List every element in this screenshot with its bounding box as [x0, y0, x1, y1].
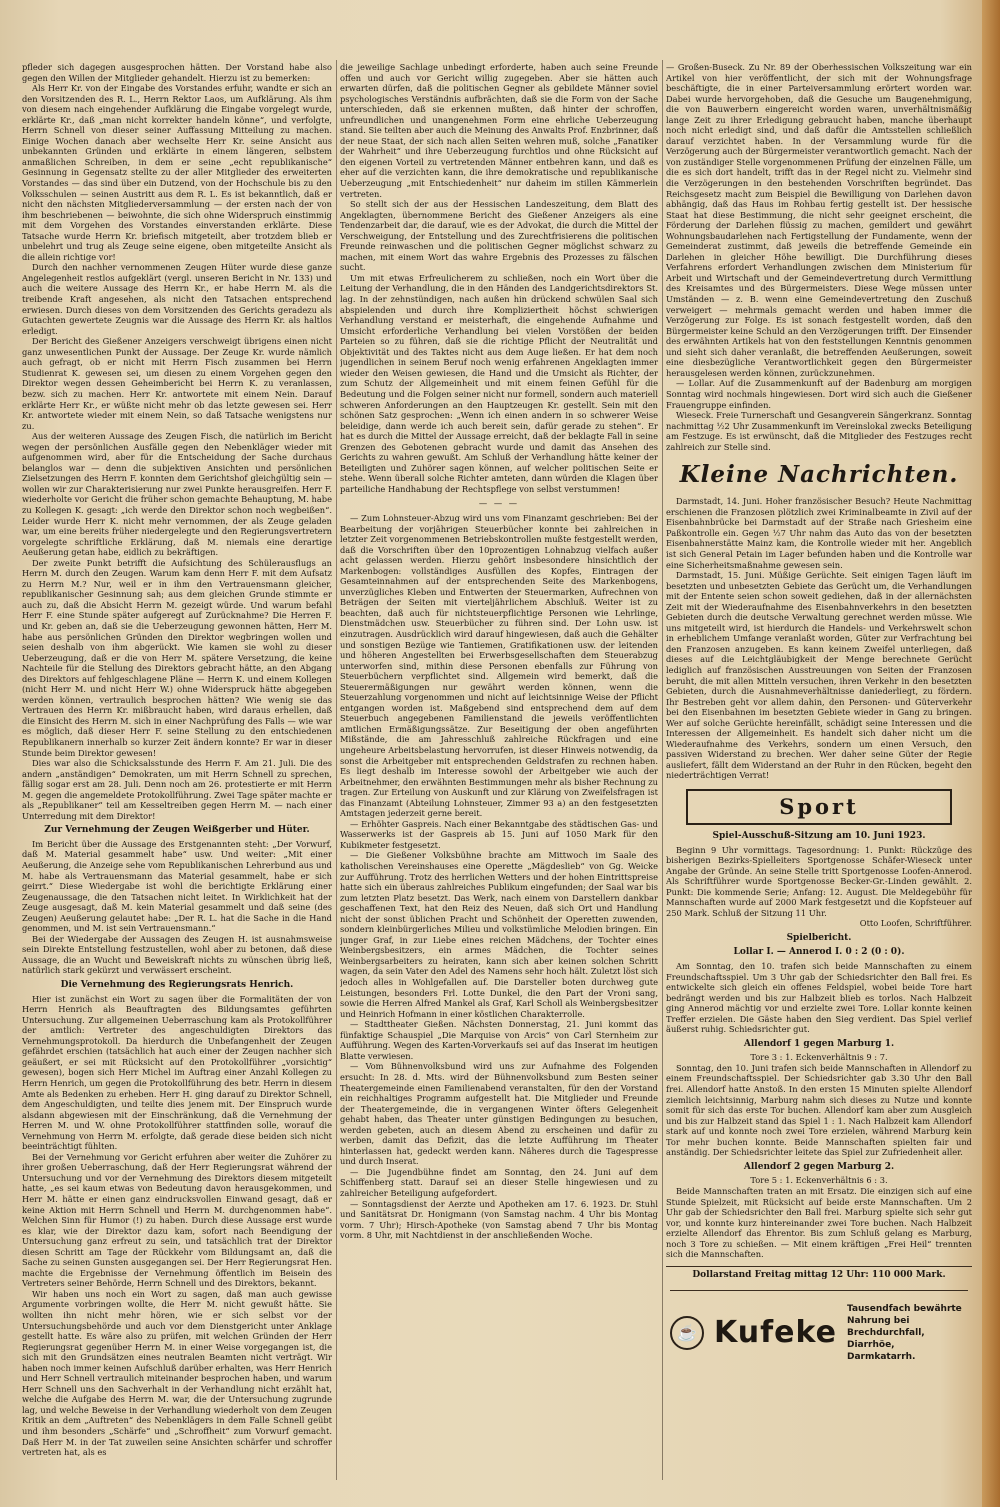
game-text: Sonntag, den 10. Juni trafen sich beide Mannschaften in Allendorf zu einem Freundschaftsspiel. Der Schiedsrichter gab 3.30 Uhr den Ball frei. Allendorf hatte Anstoß. In den ersten 15 Minuten spielte Allendorf ziemlich leichtsinnig, Marburg nahm sich dieses zu Nutze und konnte somit für sich das erste Tor buchen. Allendorf kam aber zum Ausgleich und bis zur Halbzeit stand das Spiel 1 : 1. Nach Halbzeit kam Allendorf stark auf und konnte noch zwei Tore erzielen, während Marburg kein Tor mehr buchen konnte. Beide Mannschaften spielten fair und anständig. Der Schiedsrichter leitete das Spiel zur Zufriedenheit aller. [666, 1062, 972, 1158]
section-heading: Die Vernehmung des Regierungsrats Henrich. [60, 980, 294, 991]
game-report-title: Spielbericht. [786, 932, 852, 943]
column-rule [662, 60, 663, 1480]
section-heading: Zur Vernehmung der Zeugen Weißgerber und Hüter. [44, 825, 310, 836]
game-score: Tore 5 : 1. Eckenverhältnis 6 : 3. [750, 1175, 888, 1186]
ad-copy [847, 1303, 962, 1363]
news-item: — Erhöhter Gaspreis. Nach einer Bekanntgabe des städtischen Gas- und Wasserwerks ist der Gaspreis ab 15. Juni auf 1050 Mark für den Kubikmeter festgesetzt. [340, 818, 658, 850]
news-item: — Vom Bühnenvolksbund wird uns zur Aufnahme des Folgenden ersucht: In 28. d. Mts. wird der Bühnenvolksbund zum Besten seiner Theatergemeinde einen Familienabend veranstalten, für den der Vorstand ein reichhaltiges Programm aufgestellt hat. Die Mitglieder und Freunde der Theatergemeinde, die in vergangenen Winter öfters Gelegenheit gehabt haben, das Theater unter günstigen Bedingungen zu besuchen, werden gebeten, auch an diesem Abend zu erscheinen und dafür zu werben, damit das Defizit, das die letzte Aufführung im Theater hinterlassen hat, gedeckt werden kann. Näheres durch die Tagespresse und durch Inserat. [340, 1061, 658, 1167]
paragraph: Dies war also die Schicksalsstunde des Herrn F. Am 21. Juli. Die des andern „anständigen“ Demokraten, um mit Herrn Schnell zu sprechen, fällig sogar erst am 28. Juli. Denn noch am 26. protestierte er mit Herrn M. gegen die angemeldete Protokollführung. Zwei Tage später machte er als „Republikaner“ teil am Kesseltreiben gegen Herrn M. — nach einer Unterredung mit dem Direktor! [22, 758, 332, 821]
ad-line: Tausendfach bewährte [846, 1304, 962, 1315]
dollar-rate: Dollarstand Freitag mittag 12 Uhr: 110 000 Mark. [666, 1266, 972, 1281]
news-item: — Sonntagsdienst der Aerzte und Apotheken am 17. 6. 1923. Dr. Stuhl und Sanitätsrat Dr. Honigmann (von Samstag nachm. 4 Uhr bis Montag vorm. 7 Uhr); Hirsch-Apotheke (von Samstag abend 7 Uhr bis Montag vorm. 8 Uhr, mit Nachtdienst in der anschließenden Woche. [340, 1198, 658, 1241]
ad-line: Darmkatarrh. [846, 1352, 916, 1363]
paragraph: Durch den nachher vernommenen Zeugen Hüter wurde diese ganze Angelegenheit restlos aufgeklärt (vergl. unseren Bericht in Nr. 133) und auch die weitere Aussage des Herrn Kr., er habe Herrn M. als die treibende Kraft angesehen, als nicht den Tatsachen entsprechend erwiesen. Durch dieses von dem Vorsitzenden des Gerichts geradezu als Gutachten gewertete Zeugnis war die Aussage des Herrn Kr. als haltlos erledigt. [22, 262, 332, 336]
separator: — — — [478, 498, 520, 509]
game-title: Allendorf 1 gegen Marburg 1. [743, 1038, 895, 1049]
paragraph: die jeweilige Sachlage unbedingt erforderte, haben auch seine Freunde offen und auch vor Gericht willig zugegeben. Aber sie hätten auch erwarten dürfen, daß die politischen Gegner als gebildete Männer soviel psychologisches Verständnis aufbrächten, daß sie die Form von der Sache unterschieden, daß sie erkennen mußten, daß hinter der schroffen, unfreundlichen und unangenehmen Form eine ehrliche Ueberzeugung stand. Sie teilten aber auch die Meinung des Anwalts Prof. Enzbrinner, daß der neue Staat, der sich nach allen Seiten wehren muß, solche „Fanatiker der Wahrheit“ und ihre Ueberzeugung furchtlos und ohne Rücksicht auf den eigenen Vorteil zu vertretenden Männer entbehren kann, und daß es eher auf die verzichten kann, die ihre demokratische und republikanische Ueberzeugung „mit Entschiedenheit“ nur daheim im stillen Kämmerlein vertreten. [340, 62, 658, 199]
game-title: Allendorf 2 gegen Marburg 2. [743, 1161, 895, 1172]
ad-line: Diarrhöe, [846, 1340, 895, 1351]
sport-heading [686, 789, 952, 825]
paragraph: Wir haben uns noch ein Wort zu sagen, daß man auch gewisse Argumente vorbringen wollte, die Herr M. nicht gewußt hätte. Sie wollten ihn nicht mehr hören, wie er sich selbst vor der Untersuchungsbehörde und auch vor dem Dienstgericht unter Anklage gestellt hatte. Es wäre also zu prüfen, mit welchen Gründen der Herr Regierungsrat gegenüber Herrn M. in einer Weise vorgegangen ist, die sich mit den Grundsätzen eines neutralen Beamten nicht verträgt. Wir haben noch immer keinen Aufschluß darüber erhalten, was Herr Henrich und Herr Schnell vertraulich miteinander besprochen haben, und warum Herr Schnell uns den Sachverhalt in der Verhandlung nicht erzählt hat, welche die Aufgabe des Herrn M. war, die der Untersuchung zugrunde lag, und welche Beweise in der Verhandlung wiederholt von dem Zeugen Kritik an dem „Auftreten“ des Nebenklägers in dem Falle Schnell geübt und ihm besonders „Schärfe“ und „Schroffheit“ zum Vorwurf gemacht. Daß Herr M. in der Tat zuweilen seine Ansichten schärfer und schroffer vertreten hat, als es [22, 1288, 332, 1458]
game-title: Lollar I. — Annerod I. 0 : 2 (0 : 0). [733, 947, 905, 958]
paragraph: Bei der Wiedergabe der Aussagen des Zeugen H. ist ausnahmsweise sein Direkte Entstellung festzustellen, wohl aber zu betonen, daß diese Aussage, die an Wucht und Beweiskraft nichts zu wünschen übrig ließ, natürlich stark gekürzt und verwässert erscheint. [22, 933, 332, 976]
ad-line: Nahrung bei [846, 1316, 910, 1327]
news-item: Darmstadt, 15. Juni. Müßige Gerüchte. Seit einigen Tagen läuft im besetzten und unbesetzten Gebiete das Gerücht um, die Verhandlungen mit der Entente seien schon soweit gediehen, daß in der allernächsten Zeit mit der Wiederaufnahme des Eisenbahnverkehrs in den besetzten Gebieten durch die deutsche Verwaltung gerechnet werden müsse. Wie uns mitgeteilt wird, ist hierdurch die Handels- und Verkehrswelt schon in erheblichem Umfange veranlaßt worden, Güter zur Verfrachtung bei den Franzosen anzugeben. Es kann keinem Zweifel unterliegen, daß dieses auf die Leichtgläubigkeit der Menge berechnete Gerücht lediglich auf französischen Ausstreuungen von Seiten der Franzosen beruht, die mit allen Mitteln versuchen, ihren Verkehr in den besetzten Gebieten, durch die Ausnahmeverhältnisse daniederliegt, zu fördern. Ihr Bestreben geht vor allem dahin, den Personen- und Güterverkehr bei den Eisenbahnen im besetzten Gebiete wieder in Gang zu bringen. Wer auf solche Gerüchte hereinfällt, schädigt seine Interessen und die Interessen der Allgemeinheit. Es handelt sich daher nicht um die Wiederaufnahme des Verkehrs, sondern um einen Versuch, den passiven Widerstand zu brechen. Wer daher seine Güter der Regie ausliefert, fällt dem Widerstand an der Ruhr in den Rücken, begeht den niederträchtigen Verrat! [666, 570, 972, 781]
paragraph: So stellt sich der aus der Hessischen Landeszeitung, dem Blatt des Angeklagten, übernommene Bericht des Gießener Anzeigers als eine Tendenzarbeit dar, die darauf, wie es der Advokat, die durch die Mittel der Verschweigung, der Entstellung und des Zurechtfrisierens die politischen Freunde reinwaschen und die politischen Gegner möglichst schwarz zu machen, mit einem Wort das wahre Ergebnis des Prozesses zu fälschen sucht. [340, 199, 658, 273]
paragraph: Beginn 9 Uhr vormittags. Tagesordnung: 1. Punkt: Rückzüge des bisherigen Bezirks-Spielleiters Sportgenosse Schäfer-Wieseck unter Angabe der Gründe. An seine Stelle tritt Sportgenosse Loofen-Annerod. Als Schriftführer wurde Sportgenosse Becker-Gr.-Linden gewählt. 2. Punkt: Die kommende Serie; Anfang: 12. August. Die Meldegebühr für Mannschaften wurde auf 2000 Mark festgesetzt und die Kopfsteuer auf 250 Mark. Schluß der Sitzung 11 Uhr. [666, 844, 972, 918]
ad-line: Brechdurchfall, [846, 1328, 925, 1339]
paragraph: Hier ist zunächst ein Wort zu sagen über die Formalitäten der von Herrn Henrich als Beauftragten des Bildungsamtes geführten Untersuchung. Zur allgemeinen Ueberraschung kam als Protokollführer der amtlich: Vertreter des angeschuldigten Direktors das Vernehmungsprotokoll. Da hierdurch die Unbefangenheit der Zeugen gefährdet erschien (tatsächlich hat auch einer der Zeugen nachher sich geäußert, er sei mit Rücksicht auf den Protokollführer „vorsichtig“ gewesen), bogen sich Herr Michel im Auftrag einer Anzahl Kollegen zu Herrn Henrich, um gegen die Protokollführung des betr. Herrn in diesem Amte als Bedenken zu erheben. Herr H. ging darauf zu Direktor Schnell, dem Angeschuldigten, und teilte dies jenem mit. Der Einspruch wurde alsdann abgewiesen mit der Einschränkung, daß die Vernehmung der Herren M. und W. ohne Protokollführer stattfinden solle, worauf die Vernehmung von Herrn M. erfolgte, daß gerade diese beiden sich nicht beeinträchtigt fühlten. [22, 993, 332, 1152]
paragraph: — Lollar. Auf die Zusammenkunft auf der Badenburg am morgigen Sonntag wird nochmals hingewiesen. Dort wird sich auch die Gießener Frauengruppe einfinden. [666, 378, 972, 410]
paragraph: Wieseck. Freie Turnerschaft und Gesangverein Sängerkranz. Sonntag nachmittag ½2 Uhr Zusammenkunft im Vereinslokal zwecks Beteiligung am Festzuge. Es ist erwünscht, daß die Mitglieder des Festzuges recht zahlreich zur Stelle sind. [666, 410, 972, 452]
paragraph: pfleder sich dagegen ausgesprochen hätten. Der Vorstand habe also gegen den Willen der Mitglieder gehandelt. Hierzu ist zu bemerken: [22, 62, 332, 83]
page-edge [982, 0, 1000, 1507]
game-score: Tore 3 : 1. Eckenverhältnis 9 : 7. [750, 1052, 888, 1063]
paragraph: Der Bericht des Gießener Anzeigers verschweigt übrigens einen nicht ganz unwesentlichen Punkt der Aussage. Der Zeuge Kr. wurde nämlich auch gefragt, ob er nicht mit Herrn Fisch zusammen bei Herrn Studienrat K. gewesen sei, um diesen zu einem Vorgehen gegen den Direktor wegen dessen Geheimbericht bei Herrn K. zu veranlassen, bezw. sich zu machen. Herr Kr. antwortete mit einem Nein. Darauf erklärte Herr Kr., er wüßte nicht mehr ob das letzte gewesen sei. Herr Kr. antwortete wieder mit einem Nein, so daß Tatsache wenigstens nur zu. [22, 336, 332, 431]
sport-heading-label: Sport [779, 793, 859, 819]
paragraph: Um mit etwas Erfreulicherem zu schließen, noch ein Wort über die Leitung der Verhandlung, die in den Händen des Landgerichtsdirektors St. lag. In der zehnstündigen, nach außen hin drückend schwülen Saal sich abspielenden und durch ihre Kompliziertheit höchst schwierigen Verhandlung verstand er meisterhaft, die eingehende Aufnahme und Umsicht erforderliche Verhandlung bei vielen Vorstößen der beiden Parteien so zu führen, daß sie die richtige Pflicht der Neutralität und Objektivität und des Taktes nicht aus dem Auge ließen. Er hat dem noch jugendlichen in seinem Beruf noch wenig erfahrenen Angeklagten immer wieder den Weisen gewiesen, die Hand und die Umsicht als Richter, der zum Schutz der Allgemeinheit und mit einem feinen Gefühl für die Bedeutung und die Folgen seiner nicht nur formell, sondern auch materiell schweren Anforderungen an den Hauptzeugen Kr. gestellt. Sein mit den schönen Satz gesprochen: „Wenn ich einen andern in so schwerer Weise beleidige, dann werde ich auch bereit sein, dafür gerade zu stehen“. Er hat es durch die Mittel der Aussage erreicht, daß der beklagte Fall in seine Grenzen des Gebotenen gebracht wurde und damit das Ansehen des Gerichts zu wahren gewußt. Am Schluß der Verhandlung hätte keiner der Beteiligten und Zuhörer sagen können, auf welcher politischen Seite er stehe. Wenn überall solche Richter amteten, dann würden die Klagen über parteiliche Handhabung der Rechtspflege von selbst verstummen! [340, 272, 658, 494]
kufeke-advertisement [670, 1290, 968, 1369]
column-right [666, 62, 972, 1482]
news-item: — Zum Lohnsteuer-Abzug wird uns vom Finanzamt geschrieben: Bei der Bearbeitung der vorjährigen Steuerbücher konnte bei zahlreichen in letzter Zeit vorgenommenen Betriebskontrollen mußte festgestellt werden, daß die Vorschriften über den 10prozentigen Lohnabzug vielfach außer acht gelassen werden. Hierzu gehört insbesondere hinsichtlich der Markenbogen: vollständiges Ausfüllen des Kopfes, Eintragen der Gesamteinnahmen auf der entsprechenden Seite des Markenbogens, unverzügliches Kleben und Entwerten der Steuermarken, Aufrechnen von Beträgen der Seiten mit vierteljährlichem Abschluß. Weiter ist zu beachten, daß auch für nichtsteuerpflichtige Personen wie Lehrlinge, Dienstmädchen usw. Steuerbücher zu führen sind. Der Lohn usw. ist einzutragen. Ausdrücklich wird darauf hingewiesen, daß auch die Gehälter und sonstigen Bezüge wie Tantiemen, Gratifikationen usw. der leitenden und höheren Angestellten bei Erwerbsgesellschaften dem Steuerabzug unterworfen sind, mithin diese Personen ebenfalls zur Führung von Steuerbüchern verpflichtet sind. Allgemein wird bemerkt, daß die Steuerermäßigungen nur gewährt werden können, wenn die Steuerzahlung vorgenommen und nicht auf leichtsinnige Weise der Pflicht entgangen worden ist. Maßgebend sind entsprechend dem auf dem Steuerbuch angegebenen Familienstand die jeweils veröffentlichten amtlichen Ermäßigungssätze. Zur Beseitigung der oben angeführten Mißstände, die am Jahresschluß zahlreiche Rückfragen und eine ungeheure Arbeitsbelastung hervorrufen, ist dieser Hinweis notwendig, da sonst die Arbeitgeber mit entsprechenden Geldstrafen zu rechnen haben. Es liegt deshalb im Interesse sowohl der Arbeitgeber wie auch der Arbeitnehmer, den erwähnten Bestimmungen mehr als bisher Rechnung zu tragen. Zur Erteilung von Auskunft und zur Klärung von Zweifelsfragen ist das Finanzamt (Abteilung Lohnsteuer, Zimmer 93 a) an den festgesetzten Amtstagen jederzeit gerne bereit. [340, 512, 658, 819]
small-news-heading: Kleine Nachrichten. [679, 461, 959, 489]
signature: Otto Loofen, Schriftführer. [859, 918, 972, 929]
column-rule [336, 60, 337, 1480]
paragraph: Als Herr Kr. von der Eingabe des Vorstandes erfuhr, wandte er sich an den Vorsitzenden des R. L., Herrn Rektor Laos, um Aufklärung. Als ihm von diesem nach eingehender Aufklärung die Eingabe vorgelegt wurde, erklärte Kr., daß „man nicht korrekter handeln könne“, und verfolgte, Herrn Schnell von dieser seiner Auffassung Mitteilung zu machen. Einige Wochen danach aber wechselte Herr Kr. seine Ansicht aus unbekannten Gründen und erklärte in einem längeren, selbstem anmaßlichen Schreiben, in dem er seine „echt republikanische“ Gesinnung in Gegensatz stellte zu der aller Mitglieder des erweiterten Vorstandes — das sind über ein Dutzend, von der Hochschule bis zu den Volksschulen — seinen Austritt aus dem R. L. Es ist bekanntlich, daß er nicht den nächsten Mitgliederversammlung — der ersten nach der von ihm beschriebenen — beiwohnte, die sich ohne Widerspruch einstimmig mit dem Vorgehen des Vorstandes einverstanden erklärte. Diese Tatsache wurde Herrn Kr. briefisch mitgeteilt, aber trotzdem blieb er unbelehrt und trug als Zeuge seine eigene, oben mitgeteilte Ansicht als die allein richtige vor! [22, 83, 332, 262]
game-text: Beide Mannschaften traten an mit Ersatz. Die einzigen sich auf eine Stunde Spielzeit, mit Rücksicht auf beide erste Mannschaften. Um 2 Uhr gab der Schiedsrichter den Ball frei. Marburg spielte sich sehr gut vor, und konnte kurz hintereinander zwei Tore buchen. Nach Halbzeit erzielte Allendorf das Ehrentor. Bis zum Schluß gelang es Marburg, noch 3 Tore zu schießen. — Mit einem kräftigen „Frei Heil“ trennten sich die Mannschaften. [666, 1185, 972, 1260]
news-item: Darmstadt, 14. Juni. Hoher französischer Besuch? Heute Nachmittag erschienen die Franzosen plötzlich zwei Kriminalbeamte in Zivil auf der Eisenbahnbrücke bei Darmstadt auf der Straße nach Griesheim eine Paßkontrolle ein. Gegen ½7 Uhr nahm das Auto das von der besetzten Eisenbahnerstätte Mainz kam, die Kontrolle wieder mit her. Angeblich ist sich General Petain im Lager befunden haben und die Kontrolle war eine Sicherheitsmaßnahme gewesen sein. [666, 496, 972, 570]
baby-bottle-icon: ☕ [670, 1316, 704, 1350]
paragraph: Bei der Vernehmung vor Gericht erfuhren aber weiter die Zuhörer zu ihrer großen Ueberraschung, daß der Herr Regierungsrat während der Untersuchung und vor der Vernehmung des Direktors diesem mitgeteilt hatte, „es sei kaum etwas von Bedeutung davon herausgekommen, und Herr M. hätte er einen ganz eindrucksvollen Einwand gesagt, daß er keine Aktion mit Herrn Schnell und Herrn M. durchgenommen habe“. Welchen Sinn für Humor (!) zu haben. Durch diese Aussage erst wurde es klar, wie der Direktor dazu kam, sofort nach Beendigung der Untersuchung ganz erfreut zu sein, und tatsächlich trat der Direktor diesen Schritt am Tage der Rückkehr vom Bildungsamt an, daß die Sache zu seinen Gunsten ausgegangen sei. Der Herr Regierungsrat Hen. machte die Ergebnisse der Vernehmung öffentlich im Beisein des Vertreters seiner Behörde, Herrn Schnell und des Direktors, bekannt. [22, 1151, 332, 1289]
news-item: — Die Gießener Volksbühne brachte am Mittwoch im Saale des katholischen Vereinshauses eine Operette „Mägdeslieb“ von Gg. Weicke zur Aufführung. Trotz des herrlichen Wetters und der hohen Eintrittspreise hatte sich ein überaus zahlreiches Publikum eingefunden; der Saal war bis zum letzten Platz besetzt. Das Werk, nach einem von Darstellern dankbar geschaffenen Text, hat den Reiz des Neuen, daß sich Ort und Handlung nicht der sonst üblichen Pracht und Schönheit der Operetten zuwenden, sondern kleinbürgerliches Milieu und volkstümliche Melodien bringen. Ein junger Graf, in zur Liebe eines reichen Mädchens, der Tochter eines Weinbergsbesitzers, ein armes Mädchen, die Tochter seines Weinbergsarbeiters zu heiraten, kann sich aber keinen solchen Schritt wagen, da sein Vater den Adel des Namens sehr hoch hält. Zuletzt löst sich jedoch alles in Wohlgefallen auf. Die Darsteller boten durchweg gute Leistungen, besonders Frl. Lotte Dunkel, die den Part der Vroni sang, sowie die Herren Alfred Mankel als Graf, Karl Scholl als Weinbergsbesitzer und Heinrich Hofmann in einer köstlichen Charakterrolle. [340, 850, 658, 1019]
paragraph: — Großen-Buseck. Zu Nr. 89 der Oberhessischen Volkszeitung war ein Artikel von hier veröffentlicht, der sich mit der Wohnungsfrage beschäftigte, die in einer Parteiversammlung erörtert worden war. Dabei wurde hervorgehoben, daß die Gesuche um Baugenehmigung, die von Bauwerbern eingereicht worden waren, unverhältnismäßig lange Zeit zu ihrer Erledigung gebraucht haben, manche überhaupt noch nicht erledigt sind, und daß dafür die Amtsstellen schließlich darauf verzichtet haben. In der Versammlung wurde für die Verzögerung auch der Bürgermeister verantwortlich gemacht. Nach der von zuständiger Stelle vorgenommenen Prüfung der einzelnen Fälle, um die es sich dort handelt, trifft das in der Regel nicht zu. Vielmehr sind die Verzögerungen in den bestehenden Vorschriften begründet. Das Reichsgesetz macht zum Beispiel die Bewilligung von Darlehen davon abhängig, daß das Haus im Rohbau fertig gestellt ist. Der hessische Staat hat diese Bestimmung, die nicht sehr geeignet erscheint, die Förderung der Darlehen flüssig zu machen, gemildert und gewährt Wohnungsbaudarlehen nach Fertigstellung der Fundamente, wenn der Gemeinderat zustimmt, daß jeweils die betreffende Gemeinde ein Darlehen in gleicher Höhe bewilligt. Die Durchführung dieses Verfahrens erfordert Verhandlungen zwischen dem Ministerium für Arbeit und Wirtschaft und der Gemeindevertretung durch Vermittlung des Kreisamtes und des Bürgermeisters. Diese Wege müssen unter Umständen — z. B. wenn eine Gemeindevertretung den Zuschuß verweigert — mehrmals gemacht werden und haben immer die Verzögerung zur Folge. Es ist sonach festgestellt worden, daß den Bürgermeister keine Schuld an den Verzögerungen trifft. Der Einsender des erwähnten Artikels hat von den feststellungen Kenntnis genommen und sieht sich daher veranlaßt, die betreffenden Aeußerungen, soweit eine diesbezügliche Verantwortlichkeit gegen den Bürgermeister herausgelesen werden können, zurückzunehmen. [666, 62, 972, 378]
column-left [22, 62, 332, 1482]
sport-meeting-title: Spiel-Ausschuß-Sitzung am 10. Juni 1923. [712, 831, 926, 841]
ad-brand: Kufeke [714, 1315, 837, 1351]
paragraph: Der zweite Punkt betrifft die Aufsichtung des Schülerausflugs an Herrn M. durch den Zeugen. Warum kam denn Herr F. mit dem Aufsatz zu Herrn M.? Nur, weil er in ihm den Vertrauensmann gleicher, republikanischer Gesinnung sah; aus dem gleichen Grunde stimmte er auch zu, daß die Absicht Herrn M. gezeigt würde. Und warum befahl Herr F. eine Stunde später aufgeregt auf Zurücknahme? Die Herren F. und Kr. geben an, daß sie die Ueberzeugung gewonnen hätten, Herr M. habe aus persönlichen Gründen den Direktor wegbringen wollen und seien deshalb von ihm abgerückt. Wie kamen sie wohl zu dieser Ueberzeugung, daß er die von Herr M. spätere Versetzung, die keine Nachteile für die Stellung des Direktors gebracht hätte, an den Abgang des Direktors auf fehlgeschlagene Pläne — Herrn K. und einem Kollegen (nicht Herr M. und nicht Herr W.) ohne Widerspruck hätte abgegeben werden können, vertraulich besprochen hätten? Wie wenig sie das Vertrauen des Herrn Kr. mißbraucht haben, wird daraus erhellen, daß die Einsicht des Herrn M. sich in einer Nachprüfung des Falls — wie war es möglich, daß dieser Herr F. seine Stellung zu den entschiedenen Republikanern innerhalb so kurzer Zeit ändern konnte? Er war in dieser Stunde beim Direktor gewesen! [22, 557, 332, 758]
news-item: — Die Jugendbühne findet am Sonntag, den 24. Juni auf dem Schiffenberg statt. Darauf sei an dieser Stelle hingewiesen und zu zahlreicher Beteiligung aufgefordert. [340, 1166, 658, 1198]
paragraph: Aus der weiteren Aussage des Zeugen Fisch, die natürlich im Bericht wegen der persönlichen Ausfälle gegen den Nebenkläger wieder mit aufgenommen wird, aber für die Entscheidung der Sache durchaus belanglos war — denn die subjektiven Ansichten und persönlichen Zielsetzungen des Herrn F. konnten dem Gerichtshof gleichgültig sein — wollen wir zur Charakterisierung nur zwei Punkte herausgreifen. Herr F. wiederholte vor Gericht die früher schon gemachte Behauptung, M. habe zu Kollegen K. gesagt: „ich werde den Direktor schon noch wegbeißen“. Leider wurde Herr K. nicht mehr vernommen, der als Zeuge geladen war, um eine bereits früher niedergelegte und den Regierungsvertretern vorgelegte schriftliche Erklärung, daß M. niemals eine derartige Aeußerung getan habe, eidlich zu bekräftigen. [22, 431, 332, 558]
game-text: Am Sonntag, den 10. trafen sich beide Mannschaften zu einem Freundschaftsspiel. Um 3 Uhr gab der Schiedsrichter den Ball frei. Es entwickelte sich gleich ein offenes Feldspiel, wobei beide Tore hart bedrängt werden und bis zur Halbzeit blieb es torlos. Nach Halbzeit ging Annerod mächtig vor und erzielte zwei Tore. Lollar konnte keinen Treffer erzielen. Die Gäste haben den Sieg verdient. Das Spiel verlief äußerst ruhig. Schiedsrichter gut. [666, 961, 972, 1035]
news-item: — Stadttheater Gießen. Nächsten Donnerstag, 21. Juni kommt das fünfaktige Schauspiel „Die Marquise von Arcis“ von Carl Sternheim zur Aufführung. Wegen des Karten-Vorverkaufs sei auf das Inserat im heutigen Blatte verwiesen. [340, 1019, 658, 1061]
column-middle [340, 62, 658, 1482]
paragraph: Im Bericht über die Aussage des Erstgenannten steht: „Der Vorwurf, daß M. Material gesammelt habe“ usw. Und weiter: „Mit einer Aeußerung, die Anzeige sehe vom Republikanischen Lehrerbund aus und M. habe als Vertrauensmann das Material gesammelt, habe er sich geirrt.“ Diese Wiedergabe ist wohl die berichtigte Erklärung einer Zeugenaussage, die den Tatsachen nicht leitet. In Wirklichkeit hat der Zeuge ausgesagt, daß M. kein Material gesammelt und daß seine (des Zeugen) Aeußerung gelautet habe: „Der R. L. hat die Sache in die Hand genommen, und M. ist sein Vertrauensmann.“ [22, 838, 332, 934]
